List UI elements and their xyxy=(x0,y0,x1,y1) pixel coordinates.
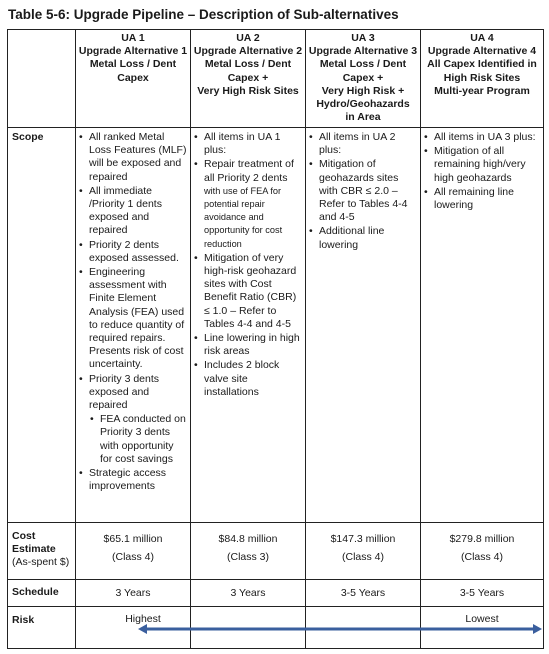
list-item: • All immediate /Priority 1 dents exposed and repaired xyxy=(78,185,188,238)
row-label-cost: Cost Estimate (As-spent $) xyxy=(12,530,70,568)
list-item: • Priority 3 dents exposed and repaired • FEA conducted on Priority 3 dents with opportunity for cost savings xyxy=(78,373,188,466)
header-ua4: UA 4 Upgrade Alternative 4 All Capex Identified in High Risk Sites Multi-year Program xyxy=(427,32,537,97)
row-divider xyxy=(8,127,543,128)
cost-ua4: $279.8 million (Class 4) xyxy=(449,533,515,563)
schedule-ua1: 3 Years xyxy=(115,587,151,599)
list-item: • Additional line lowering xyxy=(308,225,418,251)
row-divider xyxy=(8,579,543,580)
list-item: • All remaining line lowering xyxy=(423,186,541,212)
list-item: • Line lowering in high risk areas xyxy=(193,332,303,358)
row-label-schedule: Schedule xyxy=(12,586,59,598)
risk-lowest-label: Lowest xyxy=(465,613,499,625)
row-divider xyxy=(8,522,543,523)
list-item: • Strategic access improvements xyxy=(78,467,188,493)
sub-alternatives-table xyxy=(7,29,544,649)
header-ua1: UA 1 Upgrade Alternative 1 Metal Loss / Dent Capex xyxy=(78,32,188,84)
list-item: • Mitigation of all remaining high/very high geohazards xyxy=(423,145,541,185)
row-divider xyxy=(8,606,543,607)
schedule-ua4: 3-5 Years xyxy=(459,587,505,599)
list-item: • All ranked Metal Loss Features (MLF) will be exposed and repaired xyxy=(78,131,188,184)
list-item: • All items in UA 2 plus: xyxy=(308,131,418,157)
sub-list-item: • FEA conducted on Priority 3 dents with opportunity for cost savings xyxy=(89,413,188,466)
list-item: • Mitigation of geohazards sites with CBR ≤ 2.0 – Refer to Tables 4-4 and 4-5 xyxy=(308,158,418,224)
risk-arrow-icon xyxy=(138,622,542,636)
schedule-ua3: 3-5 Years xyxy=(340,587,386,599)
scope-ua4 xyxy=(423,131,541,213)
list-item: • Mitigation of very high-risk geohazard sites with Cost Benefit Ratio (CBR) ≤ 1.0 – Refer to Tables 4-4 and 4-5 xyxy=(193,252,303,331)
risk-highest-label: Highest xyxy=(125,613,161,625)
header-ua2: UA 2 Upgrade Alternative 2 Metal Loss / Dent Capex + Very High Risk Sites xyxy=(193,32,303,97)
list-item: • Engineering assessment with Finite Element Analysis (FEA) used to reduce quantity of required repairs. Presents risk of cost uncertainty. xyxy=(78,266,188,372)
header-ua3: UA 3 Upgrade Alternative 3 Metal Loss / Dent Capex + Very High Risk + Hydro/Geohazards in Area xyxy=(308,32,418,124)
scope-ua3 xyxy=(308,131,418,253)
table-title: Table 5-6: Upgrade Pipeline – Description of Sub-alternatives xyxy=(8,7,399,22)
list-item: • All items in UA 3 plus: xyxy=(423,131,541,144)
schedule-ua2: 3 Years xyxy=(230,587,266,599)
list-item: • Repair treatment of all Priority 2 dents with use of FEA for potential repair avoidance and opportunity for cost reduction xyxy=(193,158,303,250)
cost-ua2: $84.8 million (Class 3) xyxy=(218,533,278,563)
row-label-risk: Risk xyxy=(12,614,35,626)
row-label-scope: Scope xyxy=(12,131,44,143)
cost-ua3: $147.3 million (Class 4) xyxy=(330,533,396,563)
list-item: • Includes 2 block valve site installations xyxy=(193,359,303,399)
scope-ua1 xyxy=(78,131,188,494)
list-item: • Priority 2 dents exposed assessed. xyxy=(78,239,188,265)
cost-ua1: $65.1 million (Class 4) xyxy=(103,533,163,563)
scope-ua2 xyxy=(193,131,303,400)
list-item: • All items in UA 1 plus: xyxy=(193,131,303,157)
